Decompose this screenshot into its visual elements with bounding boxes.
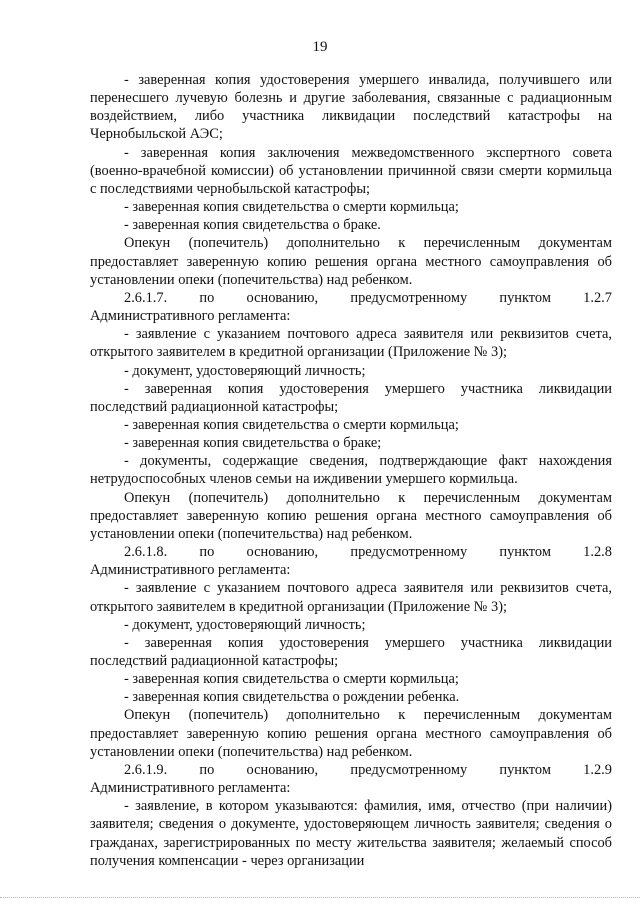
- page-number: 19: [312, 39, 328, 55]
- section-heading-2-6-1-9: [90, 761, 612, 779]
- section-word: пунктом: [499, 761, 551, 778]
- section-word: основанию,: [246, 544, 319, 561]
- section-word: предусмотренному: [350, 544, 468, 561]
- list-item: - заверенная копия свидетельства о браке;: [124, 435, 382, 452]
- section-word: предусмотренному: [350, 761, 468, 778]
- section-number: 2.6.1.8.: [124, 544, 168, 561]
- guardian-note: Опекун (попечитель) дополнительно к перечисленным документам предоставляет заверенную копию решения органа местного самоуправления об установлении опеки (попечительства) над ребенком.: [90, 489, 612, 542]
- section-word: пунктом: [499, 289, 551, 306]
- list-item: - заверенная копия свидетельства о смерти кормильца;: [124, 416, 459, 433]
- list-item: - документы, содержащие сведения, подтверждающие факт нахождения нетрудоспособных членов семьи на иждивении умершего кормильца.: [90, 453, 612, 488]
- section-reference: 1.2.7: [583, 289, 612, 306]
- section-word: основанию,: [246, 761, 319, 778]
- document-body: [90, 71, 612, 870]
- list-item: - заверенная копия свидетельства о рождении ребенка.: [124, 689, 460, 706]
- section-number: 2.6.1.7.: [124, 289, 168, 306]
- section-reference: 1.2.9: [583, 761, 612, 778]
- section-word: предусмотренному: [350, 289, 468, 306]
- list-item: - документ, удостоверяющий личность;: [124, 362, 366, 379]
- list-item: - заверенная копия свидетельства о смерти кормильца;: [124, 199, 459, 216]
- scan-edge-divider: [0, 897, 640, 898]
- guardian-note: Опекун (попечитель) дополнительно к перечисленным документам предоставляет заверенную копию решения органа местного самоуправления об установлении опеки (попечительства) над ребенком.: [90, 707, 612, 760]
- section-heading-continuation: Административного регламента:: [90, 308, 291, 325]
- section-word: по: [199, 544, 215, 561]
- list-item: - документ, удостоверяющий личность;: [124, 616, 366, 633]
- list-item: - заверенная копия удостоверения умершего участника ликвидации последствий радиационной катастрофы;: [90, 634, 612, 669]
- list-item: - заявление с указанием почтового адреса заявителя или реквизитов счета, открытого заявителем в кредитной организации (Приложение № 3);: [90, 326, 612, 361]
- list-item: - заверенная копия удостоверения умершего инвалида, получившего или перенесшего лучевую болезнь и другие заболевания, связанные с радиационным воздействием, либо участника ликвидации последствий катастрофы на Чернобыльской АЭС;: [90, 72, 612, 143]
- section-heading-continuation: Административного регламента:: [90, 780, 291, 797]
- section-heading-2-6-1-7: [90, 289, 612, 307]
- guardian-note: Опекун (попечитель) дополнительно к перечисленным документам предоставляет заверенную копию решения органа местного самоуправления об установлении опеки (попечительства) над ребенком.: [90, 235, 612, 288]
- list-item: - заверенная копия заключения межведомственного экспертного совета (военно-врачебной комиссии) об установлении причинной связи смерти кормильца с последствиями чернобыльской катастрофы;: [90, 144, 612, 197]
- section-word: по: [199, 289, 215, 306]
- section-word: по: [199, 761, 215, 778]
- section-heading-2-6-1-8: [90, 543, 612, 561]
- section-reference: 1.2.8: [583, 544, 612, 561]
- list-item: - заверенная копия свидетельства о смерти кормильца;: [124, 671, 459, 688]
- list-item: - заверенная копия удостоверения умершего участника ликвидации последствий радиационной катастрофы;: [90, 380, 612, 415]
- list-item: - заявление, в котором указываются: фамилия, имя, отчество (при наличии) заявителя; сведения о документе, удостоверяющем личность заявителя; сведения о гражданах, зарегистрированных по месту жительства заявителя; желаемый способ получения компенсации - через организации: [90, 798, 612, 869]
- list-item: - заверенная копия свидетельства о браке.: [124, 217, 381, 234]
- list-item: - заявление с указанием почтового адреса заявителя или реквизитов счета, открытого заявителем в кредитной организации (Приложение № 3);: [90, 580, 612, 615]
- section-word: пунктом: [499, 544, 551, 561]
- section-heading-continuation: Административного регламента:: [90, 562, 291, 579]
- section-number: 2.6.1.9.: [124, 761, 168, 778]
- section-word: основанию,: [246, 289, 319, 306]
